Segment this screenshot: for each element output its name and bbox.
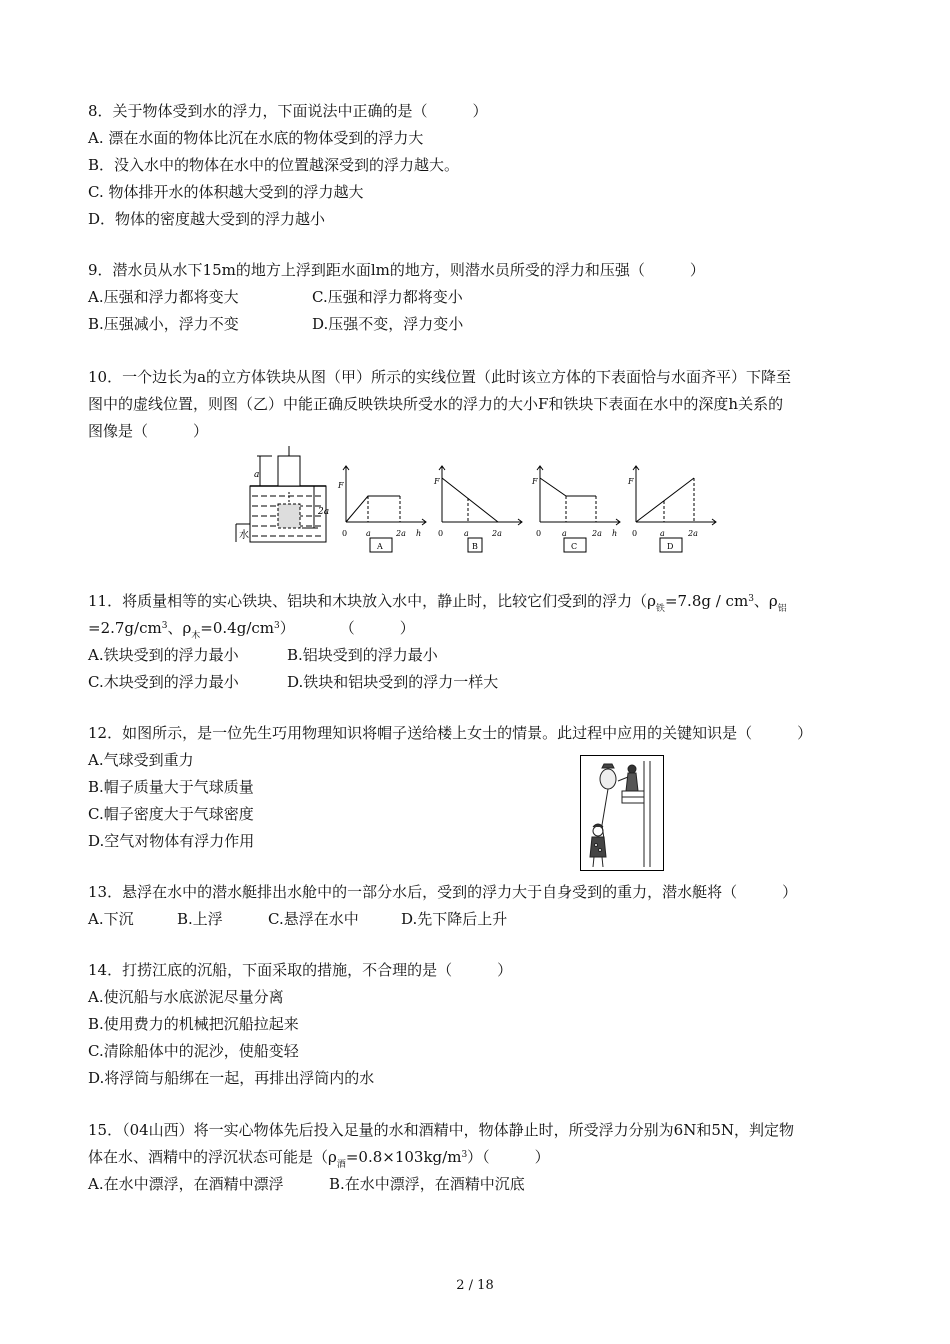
q9-option-d: D.压强不变，浮力变小: [312, 315, 464, 333]
q15-sub-alcohol: 酒: [336, 1160, 346, 1170]
q11-sub-wood: 木: [191, 631, 201, 641]
q11-l1-tail: 、ρ: [753, 592, 778, 610]
q9-option-a: A.压强和浮力都将变大: [88, 288, 239, 306]
graph-b-axis-f: F: [434, 477, 440, 486]
q8-option-b: B．没入水中的物体在水中的位置越深受到的浮力越大。: [88, 156, 460, 174]
q15-l2-main: 体在水、酒精中的浮沉状态可能是（ρ: [88, 1148, 337, 1166]
q13-option-d: D.先下降后上升: [401, 910, 508, 928]
q14-option-d: D.将浮筒与船绑在一起，再排出浮筒内的水: [88, 1069, 375, 1087]
graph-c-option: C: [571, 542, 578, 551]
q14-option-c: C.清除船体中的泥沙，使船变轻: [88, 1042, 299, 1060]
q15-option-b: B.在水中漂浮，在酒精中沉底: [329, 1175, 525, 1193]
q8-option-a: A. 漂在水面的物体比沉在水底的物体受到的浮力大: [88, 129, 424, 147]
q9-option-b: B.压强减小，浮力不变: [88, 315, 239, 333]
q11-option-c: C.木块受到的浮力最小: [88, 673, 239, 691]
q13-option-a: A.下沉: [88, 910, 134, 928]
q11-stem-line2: [88, 618, 415, 641]
graph-c-tick-2a: 2a: [592, 529, 602, 538]
q11-l2-wood-value: =0.4g/cm: [200, 619, 275, 637]
graph-b-origin: 0: [438, 529, 444, 538]
q11-option-a: A.铁块受到的浮力最小: [88, 646, 239, 664]
graph-d-axis-f: F: [628, 477, 634, 486]
q10-stem-line3: 图像是（ ）: [88, 422, 209, 440]
graph-a-option: A: [377, 542, 383, 551]
q11-l2-sup1: 3: [161, 621, 168, 631]
graph-b-tick-2a: 2a: [492, 529, 502, 538]
q8-option-d: D．物体的密度越大受到的浮力越小: [88, 210, 326, 228]
q12-stem: 12．如图所示，是一位先生巧用物理知识将帽子送给楼上女士的情景。此过程中应用的关键知识是（ ）: [88, 724, 813, 742]
q11-l1-iron-value: =7.8g / cm: [664, 592, 749, 610]
q11-sub-iron: 铁: [655, 604, 665, 614]
q9-option-c: C.压强和浮力都将变小: [312, 288, 463, 306]
q8-option-c: C. 物体排开水的体积越大受到的浮力越大: [88, 183, 364, 201]
q12-option-a: A.气球受到重力: [88, 751, 194, 769]
q15-sup: 3: [461, 1150, 468, 1160]
q15-option-a: A.在水中漂浮，在酒精中漂浮: [88, 1175, 284, 1193]
graph-a-origin: 0: [342, 529, 348, 538]
graph-d-tick-2a: 2a: [688, 529, 698, 538]
q8-stem: 8．关于物体受到水的浮力，下面说法中正确的是（ ）: [88, 102, 488, 120]
graph-d-tick-a: a: [660, 529, 665, 538]
q15-l2-tail: ）（ ）: [467, 1148, 550, 1166]
q14-stem: 14．打捞江底的沉船，下面采取的措施，不合理的是（ ）: [88, 961, 513, 979]
q12-option-d: D.空气对物体有浮力作用: [88, 832, 255, 850]
q9-stem: 9．潜水员从水下15m的地方上浮到距水面lm的地方，则潜水员所受的浮力和压强（ ）: [88, 261, 705, 279]
q11-option-b: B.铝块受到的浮力最小: [287, 646, 438, 664]
graph-c: [537, 466, 620, 552]
graph-a: [343, 466, 426, 552]
q11-stem-line1: [88, 591, 787, 614]
graph-a-tick-a: a: [366, 529, 371, 538]
graph-b-tick-a: a: [464, 529, 469, 538]
tank-diagram: [236, 446, 326, 542]
graph-c-tick-a: a: [562, 529, 567, 538]
q11-option-d: D.铁块和铝块受到的浮力一样大: [287, 673, 499, 691]
graph-d-option: D: [667, 542, 674, 551]
graph-c-origin: 0: [536, 529, 542, 538]
graph-c-axis-f: F: [532, 477, 538, 486]
graph-d: [633, 466, 716, 552]
q11-l2-tail: ） （ ）: [279, 619, 415, 637]
q15-alcohol-density: =0.8×103kg/m: [345, 1148, 462, 1166]
q14-option-b: B.使用费力的机械把沉船拉起来: [88, 1015, 299, 1033]
q11-l1-main: 11．将质量相等的实心铁块、铝块和木块放入水中，静止时，比较它们受到的浮力（ρ: [88, 592, 656, 610]
q10-stem-line1: 10．一个边长为a的立方体铁块从图（甲）所示的实线位置（此时该立方体的下表面恰与水面齐平）下降至: [88, 368, 792, 386]
q13-option-c: C.悬浮在水中: [268, 910, 359, 928]
graph-b-option: B: [472, 542, 478, 551]
q14-option-a: A.使沉船与水底淤泥尽量分离: [88, 988, 284, 1006]
balloon-hat-illustration: [580, 755, 664, 871]
q11-sub-aluminum: 铝: [777, 604, 787, 614]
graph-d-origin: 0: [632, 529, 638, 538]
graph-a-axis-h: h: [416, 529, 422, 538]
q11-l1-sup: 3: [748, 594, 754, 604]
q12-option-b: B.帽子质量大于气球质量: [88, 778, 254, 796]
graph-a-axis-f: F: [338, 481, 344, 490]
q10-stem-line2: 图中的虚线位置，则图（乙）中能正确反映铁块所受水的浮力的大小F和铁块下表面在水中的深度h关系的: [88, 395, 784, 413]
q12-option-c: C.帽子密度大于气球密度: [88, 805, 254, 823]
graph-a-tick-2a: 2a: [396, 529, 406, 538]
q10-figure: [230, 444, 730, 562]
dim-2a-label: 2a: [318, 507, 330, 517]
q13-option-b: B.上浮: [177, 910, 223, 928]
dim-a-label: a: [254, 470, 260, 480]
q15-stem-line1: 15．（04山西）将一实心物体先后投入足量的水和酒精中，物体静止时，所受浮力分别为6N和5N，判定物: [88, 1121, 795, 1139]
water-label: 水: [239, 530, 249, 541]
q11-l2-sup2: 3: [274, 621, 280, 631]
q11-l2-mid: 、ρ: [167, 619, 192, 637]
q11-l2-main: =2.7g/cm: [88, 619, 162, 637]
graph-b: [439, 466, 522, 552]
q15-stem-line2: [88, 1147, 550, 1170]
page-number: 2 / 18: [456, 1278, 494, 1293]
graph-c-axis-h: h: [612, 529, 618, 538]
q13-stem: 13．悬浮在水中的潜水艇排出水舱中的一部分水后，受到的浮力大于自身受到的重力，潜水艇将（ ）: [88, 883, 798, 901]
